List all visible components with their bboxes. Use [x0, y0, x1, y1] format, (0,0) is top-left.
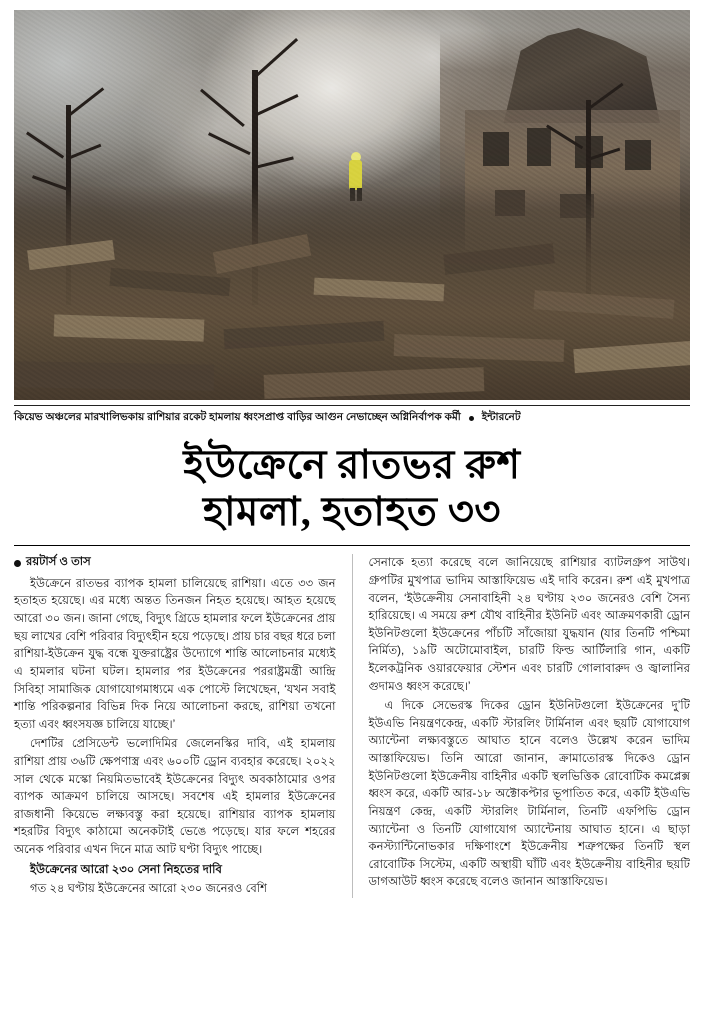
article-column-right: [368, 554, 690, 897]
headline-line-1: ইউক্রেনে রাতভর রুশ: [183, 442, 521, 487]
column-divider: [352, 554, 353, 897]
article-photo: [14, 10, 690, 400]
headline-divider: [14, 545, 690, 546]
byline: [14, 554, 336, 571]
article-body: [14, 554, 690, 897]
photo-credit: ইন্টারনেট: [481, 411, 521, 423]
photo-caption: কিয়েভ অঞ্চলের মারখালিভকায় রাশিয়ার রকেট হামলায় ধ্বংসপ্রাপ্ত বাড়ির আগুন নেভাচ্ছেন অগ্নিনির্বাপক কর্মী: [14, 411, 461, 423]
photo-texture: [14, 10, 690, 400]
paragraph: এ দিকে সেভেরস্ক দিকের ড্রোন ইউনিটগুলো ইউক্রেনের দু’টি ইউএভি নিয়ন্ত্রণকেন্দ্র, একটি স্টারলিং টার্মিনাল এবং ছয়টি যোগাযোগ অ্যান্টেনা লক্ষ্যবস্তুতে আঘাত হানে বলেও উল্লেখ করেন ভাদিম আস্তাফিয়েভ। তিনি আরো জানান, ক্রামাতোরস্ক দিকেও ড্রোন ইউনিটগুলো ইউক্রেনীয় বাহিনীর একটি স্থলভিত্তিক রোবোটিক কমপ্লেক্স ধ্বংস করে, একটি আর-১৮ অক্টোকপ্টার ভূপাতিত করে, একটি ইউএভি নিয়ন্ত্রণ কেন্দ্র, একটি স্টারলিং টার্মিনাল, তিনটি এফপিভি ড্রোন অ্যান্টেনা ও তিনটি যোগাযোগ অ্যান্টেনায় আঘাত হানে। এ ছাড়া কনস্ট্যান্টিনোভকার দক্ষিণাংশে ইউক্রেনীয় শত্রুপক্ষের তিনটি স্থল রোবোটিক সিস্টেম, একটি অস্থায়ী ঘাঁটি এবং ইউক্রেনীয় বাহিনীর ছয়টি ডাগআউট ধ্বংস করেছে বলেও জানান আস্তাফিয়েভ।: [368, 699, 690, 889]
byline-source: রয়টার্স ও তাস: [26, 556, 91, 569]
paragraph: গত ২৪ ঘণ্টায় ইউক্রেনের আরো ২৩০ জনেরও বেশি: [30, 882, 267, 896]
headline-line-2: হামলা, হতাহত ৩৩: [203, 489, 501, 535]
paragraph: ইউক্রেনে রাতভর ব্যাপক হামলা চালিয়েছে রাশিয়া। এতে ৩৩ জন হতাহত হয়েছে। এর মধ্যে অন্তত তিনজন নিহত হয়েছে। আহত হয়েছে আরো ৩০ জন। জানা গেছে, বিদ্যুৎ গ্রিডে হামলার ফলে ইউক্রেনের প্রায় ছয় লাখের বেশি পরিবার বিদ্যুৎহীন হয়ে পড়েছে। প্রায় চার বছর ধরে চলা রাশিয়া-ইউক্রেন যুদ্ধ বন্ধে যুক্তরাষ্ট্রের উদ্যোগে শান্তি আলোচনার মধ্যেই এ হামলার ঘটনা ঘটল। হামলার পর ইউক্রেনের পররাষ্ট্রমন্ত্রী আন্দ্রি সিবিহা সামাজিক যোগাযোগমাধ্যমে এক পোস্টে লিখেছেন, ‘যখন সবাই শান্তি পরিকল্পনার বিভিন্ন দিক নিয়ে আলোচনা করছে, রাশিয়া তখনো হত্যা এবং ধ্বংসযজ্ঞ চালিয়ে যাচ্ছে।’: [14, 576, 336, 731]
paragraph: সেনাকে হত্যা করেছে বলে জানিয়েছে রাশিয়ার ব্যাটলগ্রুপ সাউথ। গ্রুপটির মুখপাত্র ভাদিম আস্তাফিয়েভ এই দাবি করেন। রুশ এই মুখপাত্র বলেন, ‘ইউক্রেনীয় সেনাবাহিনী ২৪ ঘণ্টায় ২৩০ জনেরও বেশি সৈন্য হারিয়েছে। এ সময়ে রুশ যৌথ বাহিনীর ইউনিট এবং আক্রমণকারী ড্রোন ইউনিটগুলো ইউক্রেনের পাঁচটি সাঁজোয়া যুদ্ধযান (যার তিনটি পশ্চিমা নির্মিত), ১৯টি অটোমোবাইল, চারটি ফিল্ড আর্টিলারি গান, একটি ইলেকট্রনিক ওয়ারফেয়ার স্টেশন এবং চারটি গোলাবারুদ ও জ্বালানির গুদামও ধ্বংস করেছে।’: [368, 556, 690, 693]
page-title: [14, 441, 690, 535]
byline-bullet-icon: [14, 560, 21, 567]
paragraph: দেশটির প্রেসিডেন্ট ভলোদিমির জেলেনস্কির দাবি, এই হামলায় রাশিয়া প্রায় ৩৬টি ক্ষেপণাস্ত্র এবং ৬০০টি ড্রোন ব্যবহার করেছে। ২০২২ সাল থেকে মস্কো নিয়মিতভাবেই ইউক্রেনের বিদ্যুৎ অবকাঠামোর ওপর ব্যাপক আক্রমণ চালিয়ে আসছে। সবশেষ এই হামলার ইউক্রেনের রাজধানী কিয়েভে লক্ষ্যবস্তু করা হয়েছে। রাশিয়ার ব্যাপক হামলায় শহরটির বিদ্যুৎ কাঠামো অনেকটাই ভেঙে পড়েছে। যার ফলে শহরের অনেক পরিবার এখন দিনে মাত্র আট ঘণ্টা বিদ্যুৎ পাচ্ছে।: [14, 737, 336, 856]
separator-dot-icon: [469, 416, 474, 421]
photo-caption-row: [14, 405, 690, 427]
section-subhead: ইউক্রেনের আরো ২৩০ সেনা নিহতের দাবি: [30, 862, 222, 876]
article-column-left: [14, 554, 336, 897]
